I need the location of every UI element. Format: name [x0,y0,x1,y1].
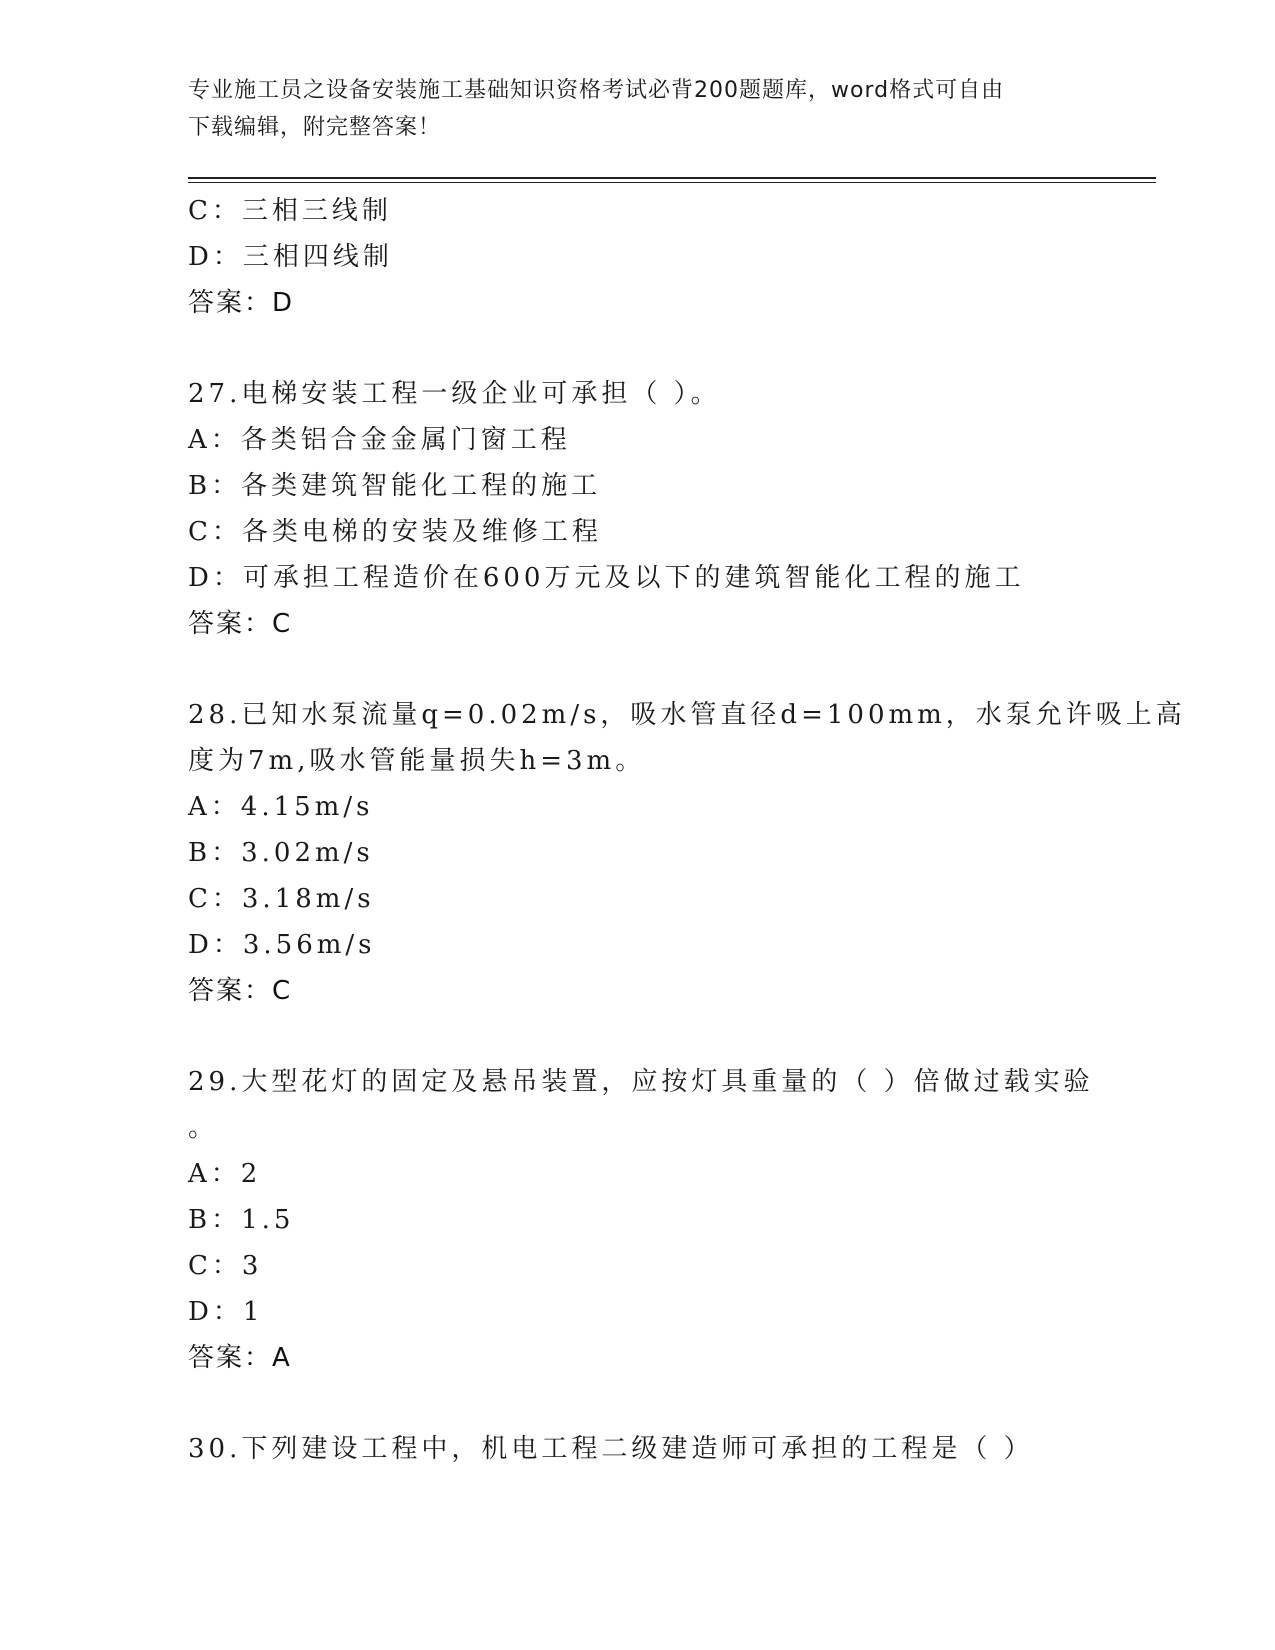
header-divider-thick [188,177,1156,179]
option-line: B：各类建筑智能化工程的施工 [188,471,602,501]
option-line: D：可承担工程造价在600万元及以下的建筑智能化工程的施工 [188,563,1025,593]
header-title-line-1: 专业施工员之设备安装施工基础知识资格考试必背200题题库，word格式可自由 [188,78,1005,103]
question-stem: 28.已知水泵流量q=0.02m/s，吸水管直径d=100mm，水泵允许吸上高 [188,700,1186,730]
option-line: A：4.15m/s [188,792,374,822]
answer-line: 答案：C [188,609,293,639]
question-stem: 30.下列建设工程中，机电工程二级建造师可承担的工程是（ ） [188,1434,1034,1464]
answer-line: 答案：D [188,288,295,318]
option-line: D：1 [188,1297,264,1327]
option-line: C：3.18m/s [188,884,375,914]
option-line: C：三相三线制 [188,196,392,226]
block-spacer [188,647,1128,692]
answer-line: 答案：A [188,1343,292,1373]
option-line: C：各类电梯的安装及维修工程 [188,517,602,547]
question-list [188,188,1186,1472]
document-header [188,72,1068,146]
block-spacer [188,1014,1128,1059]
option-line: D：三相四线制 [188,242,393,272]
header-title-line-2: 下载编辑，附完整答案！ [188,115,442,140]
option-line: C：3 [188,1251,263,1281]
option-line: A：2 [188,1159,262,1189]
option-line: B：3.02m/s [188,838,374,868]
question-stem: 27.电梯安装工程一级企业可承担（ ）。 [188,379,721,409]
question-stem-continued: 度为7m,吸水管能量损失h=3m。 [188,746,646,776]
question-stem-continued: 。 [188,1113,219,1143]
block-spacer [188,326,1128,371]
question-stem: 29.大型花灯的固定及悬吊装置，应按灯具重量的（ ）倍做过载实验 [188,1067,1094,1097]
option-line: A：各类铝合金金属门窗工程 [188,425,571,455]
block-spacer [188,1381,1128,1426]
option-line: B：1.5 [188,1205,295,1235]
answer-line: 答案：C [188,976,293,1006]
header-divider-thin [188,182,1156,183]
option-line: D：3.56m/s [188,930,376,960]
